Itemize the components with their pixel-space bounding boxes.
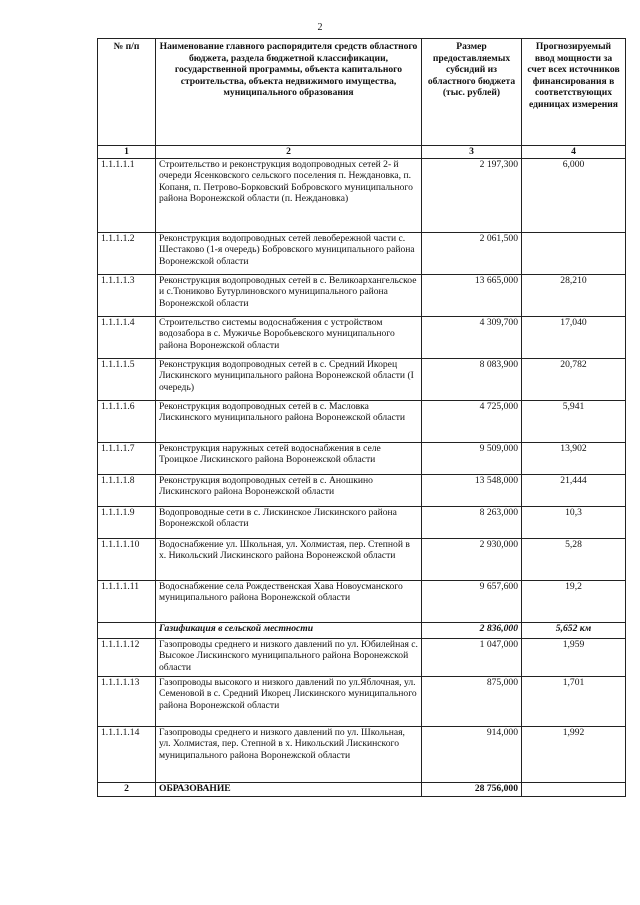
row-number: 1.1.1.1.10	[98, 538, 156, 580]
table-row	[98, 442, 626, 474]
row-size: 2 061,500	[422, 232, 522, 274]
row-size: 2 930,000	[422, 538, 522, 580]
row-size: 13 665,000	[422, 274, 522, 316]
row-size: 2 836,000	[422, 622, 522, 638]
table-row	[98, 316, 626, 358]
row-power: 5,652 км	[522, 622, 626, 638]
row-size: 875,000	[422, 676, 522, 726]
row-number: 1.1.1.1.9	[98, 506, 156, 538]
index-cell: 3	[422, 146, 522, 159]
row-size: 9 657,600	[422, 580, 522, 622]
row-name: Газопроводы высокого и низкого давлений по ул.Яблочная, ул. Семеновой в с. Средний Икорец Лискинского муниципального района Воронежской области	[156, 676, 422, 726]
row-power: 1,992	[522, 726, 626, 782]
row-name: Газопроводы среднего и низкого давлений по ул. Школьная, ул. Холмистая, пер. Степной в х. Никольский Лискинского муниципального района Воронежской области	[156, 726, 422, 782]
row-size: 1 047,000	[422, 638, 522, 676]
row-size: 8 263,000	[422, 506, 522, 538]
row-name: Водоснабжение ул. Школьная, ул. Холмистая, пер. Степной в х. Никольский Лискинского района Воронежской области	[156, 538, 422, 580]
table-row	[98, 506, 626, 538]
row-power: 10,3	[522, 506, 626, 538]
table-row	[98, 538, 626, 580]
row-power: 17,040	[522, 316, 626, 358]
row-size: 28 756,000	[422, 782, 522, 796]
row-name: Реконструкция водопроводных сетей в с. Великоархангельское и с.Тюниково Бутурлиновского муниципального района Воронежской области	[156, 274, 422, 316]
table-row	[98, 232, 626, 274]
row-power: 19,2	[522, 580, 626, 622]
row-size: 2 197,300	[422, 158, 522, 232]
table-row	[98, 726, 626, 782]
row-number: 1.1.1.1.7	[98, 442, 156, 474]
row-number: 1.1.1.1.5	[98, 358, 156, 400]
row-number: 1.1.1.1.2	[98, 232, 156, 274]
row-number: 1.1.1.1.12	[98, 638, 156, 676]
index-cell: 2	[156, 146, 422, 159]
table-row	[98, 358, 626, 400]
row-size: 13 548,000	[422, 474, 522, 506]
row-power	[522, 232, 626, 274]
row-name: Водопроводные сети в с. Лискинское Лискинского района Воронежской области	[156, 506, 422, 538]
row-name: Газификация в сельской местности	[156, 622, 422, 638]
table-row	[98, 580, 626, 622]
row-number: 1.1.1.1.3	[98, 274, 156, 316]
row-power: 1,959	[522, 638, 626, 676]
row-name: Реконструкция водопроводных сетей в с. Аношкино Лискинского района Воронежской области	[156, 474, 422, 506]
header-name: Наименование главного распорядителя средств областного бюджета, раздела бюджетной классификации, государственной программы, объекта капитального строительства, объекта недвижимого имущества, муниципального образования	[156, 39, 422, 146]
table-row	[98, 638, 626, 676]
table-row	[98, 274, 626, 316]
row-power: 21,444	[522, 474, 626, 506]
row-name: Реконструкция наружных сетей водоснабжения в селе Троицкое Лискинского района Воронежской области	[156, 442, 422, 474]
row-name: Строительство системы водоснабжения с устройством водозабора в с. Мужичье Воробьевского муниципального района Воронежской области	[156, 316, 422, 358]
row-size: 9 509,000	[422, 442, 522, 474]
index-cell: 1	[98, 146, 156, 159]
table-row	[98, 676, 626, 726]
row-size: 4 309,700	[422, 316, 522, 358]
row-name: Строительство и реконструкция водопроводных сетей 2- й очереди Ясенковского сельского поселения п. Неждановка, п. Копаня, п. Петрово-Борковский Бобровского муниципального района Воронежской области (п. Неждановка)	[156, 158, 422, 232]
row-number: 1.1.1.1.8	[98, 474, 156, 506]
row-number: 1.1.1.1.4	[98, 316, 156, 358]
page-number: 2	[317, 22, 323, 33]
header-size: Размер предоставляемых субсидий из областного бюджета (тыс. рублей)	[422, 39, 522, 146]
section-row-gasification	[98, 622, 626, 638]
row-name: Реконструкция водопроводных сетей левобережной части с. Шестаково (1-я очередь) Бобровского муниципального района Воронежской области	[156, 232, 422, 274]
row-name: Реконструкция водопроводных сетей в с. Средний Икорец Лискинского муниципального района Воронежской области (I очередь)	[156, 358, 422, 400]
row-power: 20,782	[522, 358, 626, 400]
row-size: 914,000	[422, 726, 522, 782]
row-power: 6,000	[522, 158, 626, 232]
row-name: Водоснабжение села Рождественская Хава Новоусманского муниципального района Воронежской области	[156, 580, 422, 622]
table-header-row	[98, 39, 626, 146]
row-number: 1.1.1.1.11	[98, 580, 156, 622]
row-number: 1.1.1.1.13	[98, 676, 156, 726]
index-cell: 4	[522, 146, 626, 159]
row-power	[522, 782, 626, 796]
row-name: ОБРАЗОВАНИЕ	[156, 782, 422, 796]
row-power: 1,701	[522, 676, 626, 726]
table-row	[98, 400, 626, 442]
row-name: Реконструкция водопроводных сетей в с. Масловка Лискинского муниципального района Воронежской области	[156, 400, 422, 442]
row-power: 5,941	[522, 400, 626, 442]
row-power: 5,28	[522, 538, 626, 580]
table-row	[98, 158, 626, 232]
row-number: 1.1.1.1.6	[98, 400, 156, 442]
section-row-education	[98, 782, 626, 796]
row-power: 13,902	[522, 442, 626, 474]
subsidy-table	[97, 38, 626, 797]
row-number: 1.1.1.1.14	[98, 726, 156, 782]
row-name: Газопроводы среднего и низкого давлений по ул. Юбилейная с. Высокое Лискинского муниципального района Воронежской области	[156, 638, 422, 676]
column-index-row	[98, 146, 626, 159]
header-number: № п/п	[98, 39, 156, 146]
row-size: 4 725,000	[422, 400, 522, 442]
row-size: 8 083,900	[422, 358, 522, 400]
row-number	[98, 622, 156, 638]
table-row	[98, 474, 626, 506]
row-power: 28,210	[522, 274, 626, 316]
header-power: Прогнозируемый ввод мощности за счет всех источников финансирования в соответствующих единицах измерения	[522, 39, 626, 146]
row-number: 1.1.1.1.1	[98, 158, 156, 232]
row-number: 2	[98, 782, 156, 796]
